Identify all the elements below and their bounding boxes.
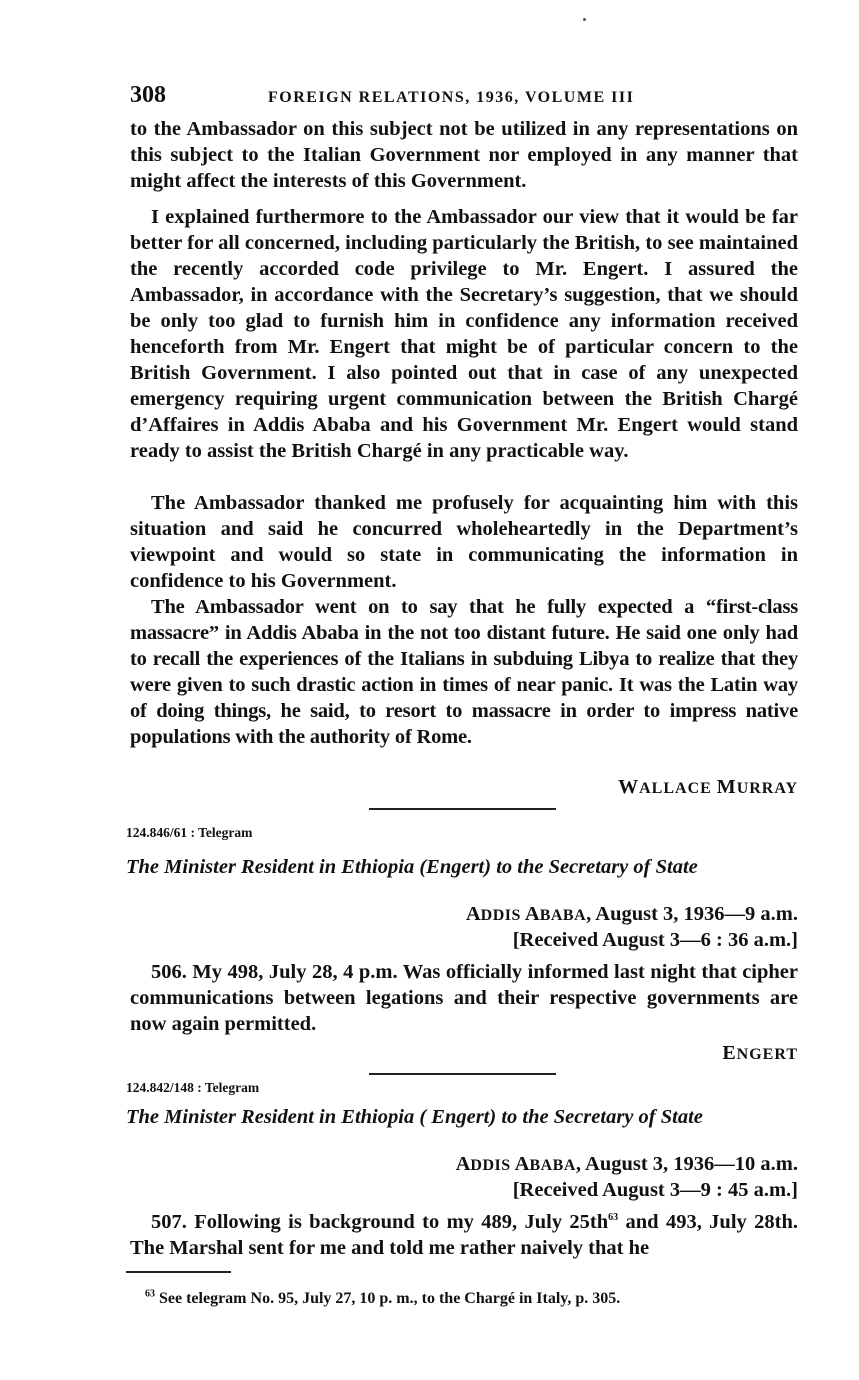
signature-engert: ENGERT [722, 1042, 798, 1064]
paragraph-thanked: The Ambassador thanked me profusely for acquainting him with this situation and said he concurred wholeheartedly in the Department’s viewpoint and would so state in communicating the information in confidence to his Government. [130, 492, 798, 592]
file-number: 124.846/61 : Telegram [126, 825, 253, 840]
file-number: 124.842/148 : Telegram [126, 1080, 260, 1095]
paragraph-explained: I explained furthermore to the Ambassador our view that it would be far better for all concerned, including particularly the British, to see maintained the recently accorded code privilege to Mr. Engert. I assured the Ambassador, in accordance with the Secretary’s suggestion, that we should be only too glad to furnish him in confidence any information received henceforth from Mr. Engert that might be of particular concern to the British Government. I also pointed out that in case of any unexpected emergency requiring urgent communication between the British Chargé d’Affaires in Addis Ababa and his Government Mr. Engert would stand ready to assist the British Chargé in any practicable way. [130, 206, 798, 462]
document-title: The Minister Resident in Ethiopia ( Engert) to the Secretary of State [126, 1106, 703, 1128]
telegram-text: 507. Following is background to my 489, July $25th^{63}$ and 493, July 28th. The Marshal sent for me and told me rather naively that he [130, 1211, 798, 1259]
page-header [130, 82, 798, 112]
running-head: FOREIGN RELATIONS, 1936, VOLUME III [268, 89, 635, 106]
section-divider [369, 1073, 556, 1075]
stray-dot [583, 18, 586, 21]
footnote [145, 1290, 620, 1308]
paragraph-continuation: to the Ambassador on this subject not be utilized in any representations on this subject to the Italian Government nor employed in any manner that might affect the interests of this Government. [130, 118, 798, 192]
page-number: 308 [130, 82, 166, 108]
signature-wallace-murray: WALLACE MURRAY [618, 776, 798, 798]
received-line: [Received August 3—6 : 36 a.m.] [512, 929, 798, 951]
dateline: ADDIS ABABA, August 3, 1936—10 a.m. [455, 1153, 798, 1175]
received-line: [Received August 3—9 : 45 a.m.] [512, 1179, 798, 1201]
section-divider [369, 808, 556, 810]
telegram-text: 506. My 498, July 28, 4 p.m. Was officially informed last night that cipher communications between legations and their respective governments are now again permitted. [130, 961, 798, 1035]
footnote-marker: 63 [145, 1288, 155, 1300]
footnote-rule [126, 1271, 231, 1273]
dateline: ADDIS ABABA, August 3, 1936—9 a.m. [465, 903, 798, 925]
footnote-text: See telegram No. 95, July 27, 10 p. m., to the Chargé in Italy, p. 305. [155, 1290, 621, 1307]
paragraph-massacre: The Ambassador went on to say that he fully expected a “first-class massacre” in Addis Ababa in the not too distant future. He said one only had to recall the experiences of the Italians in subduing Libya to realize that they were given to such drastic action in times of near panic. It was the Latin way of doing things, he said, to resort to massacre in order to impress native populations with the authority of Rome. [130, 596, 798, 748]
footnote-reference[interactable]: 63 [608, 1212, 619, 1224]
document-title: The Minister Resident in Ethiopia (Engert) to the Secretary of State [126, 856, 698, 878]
